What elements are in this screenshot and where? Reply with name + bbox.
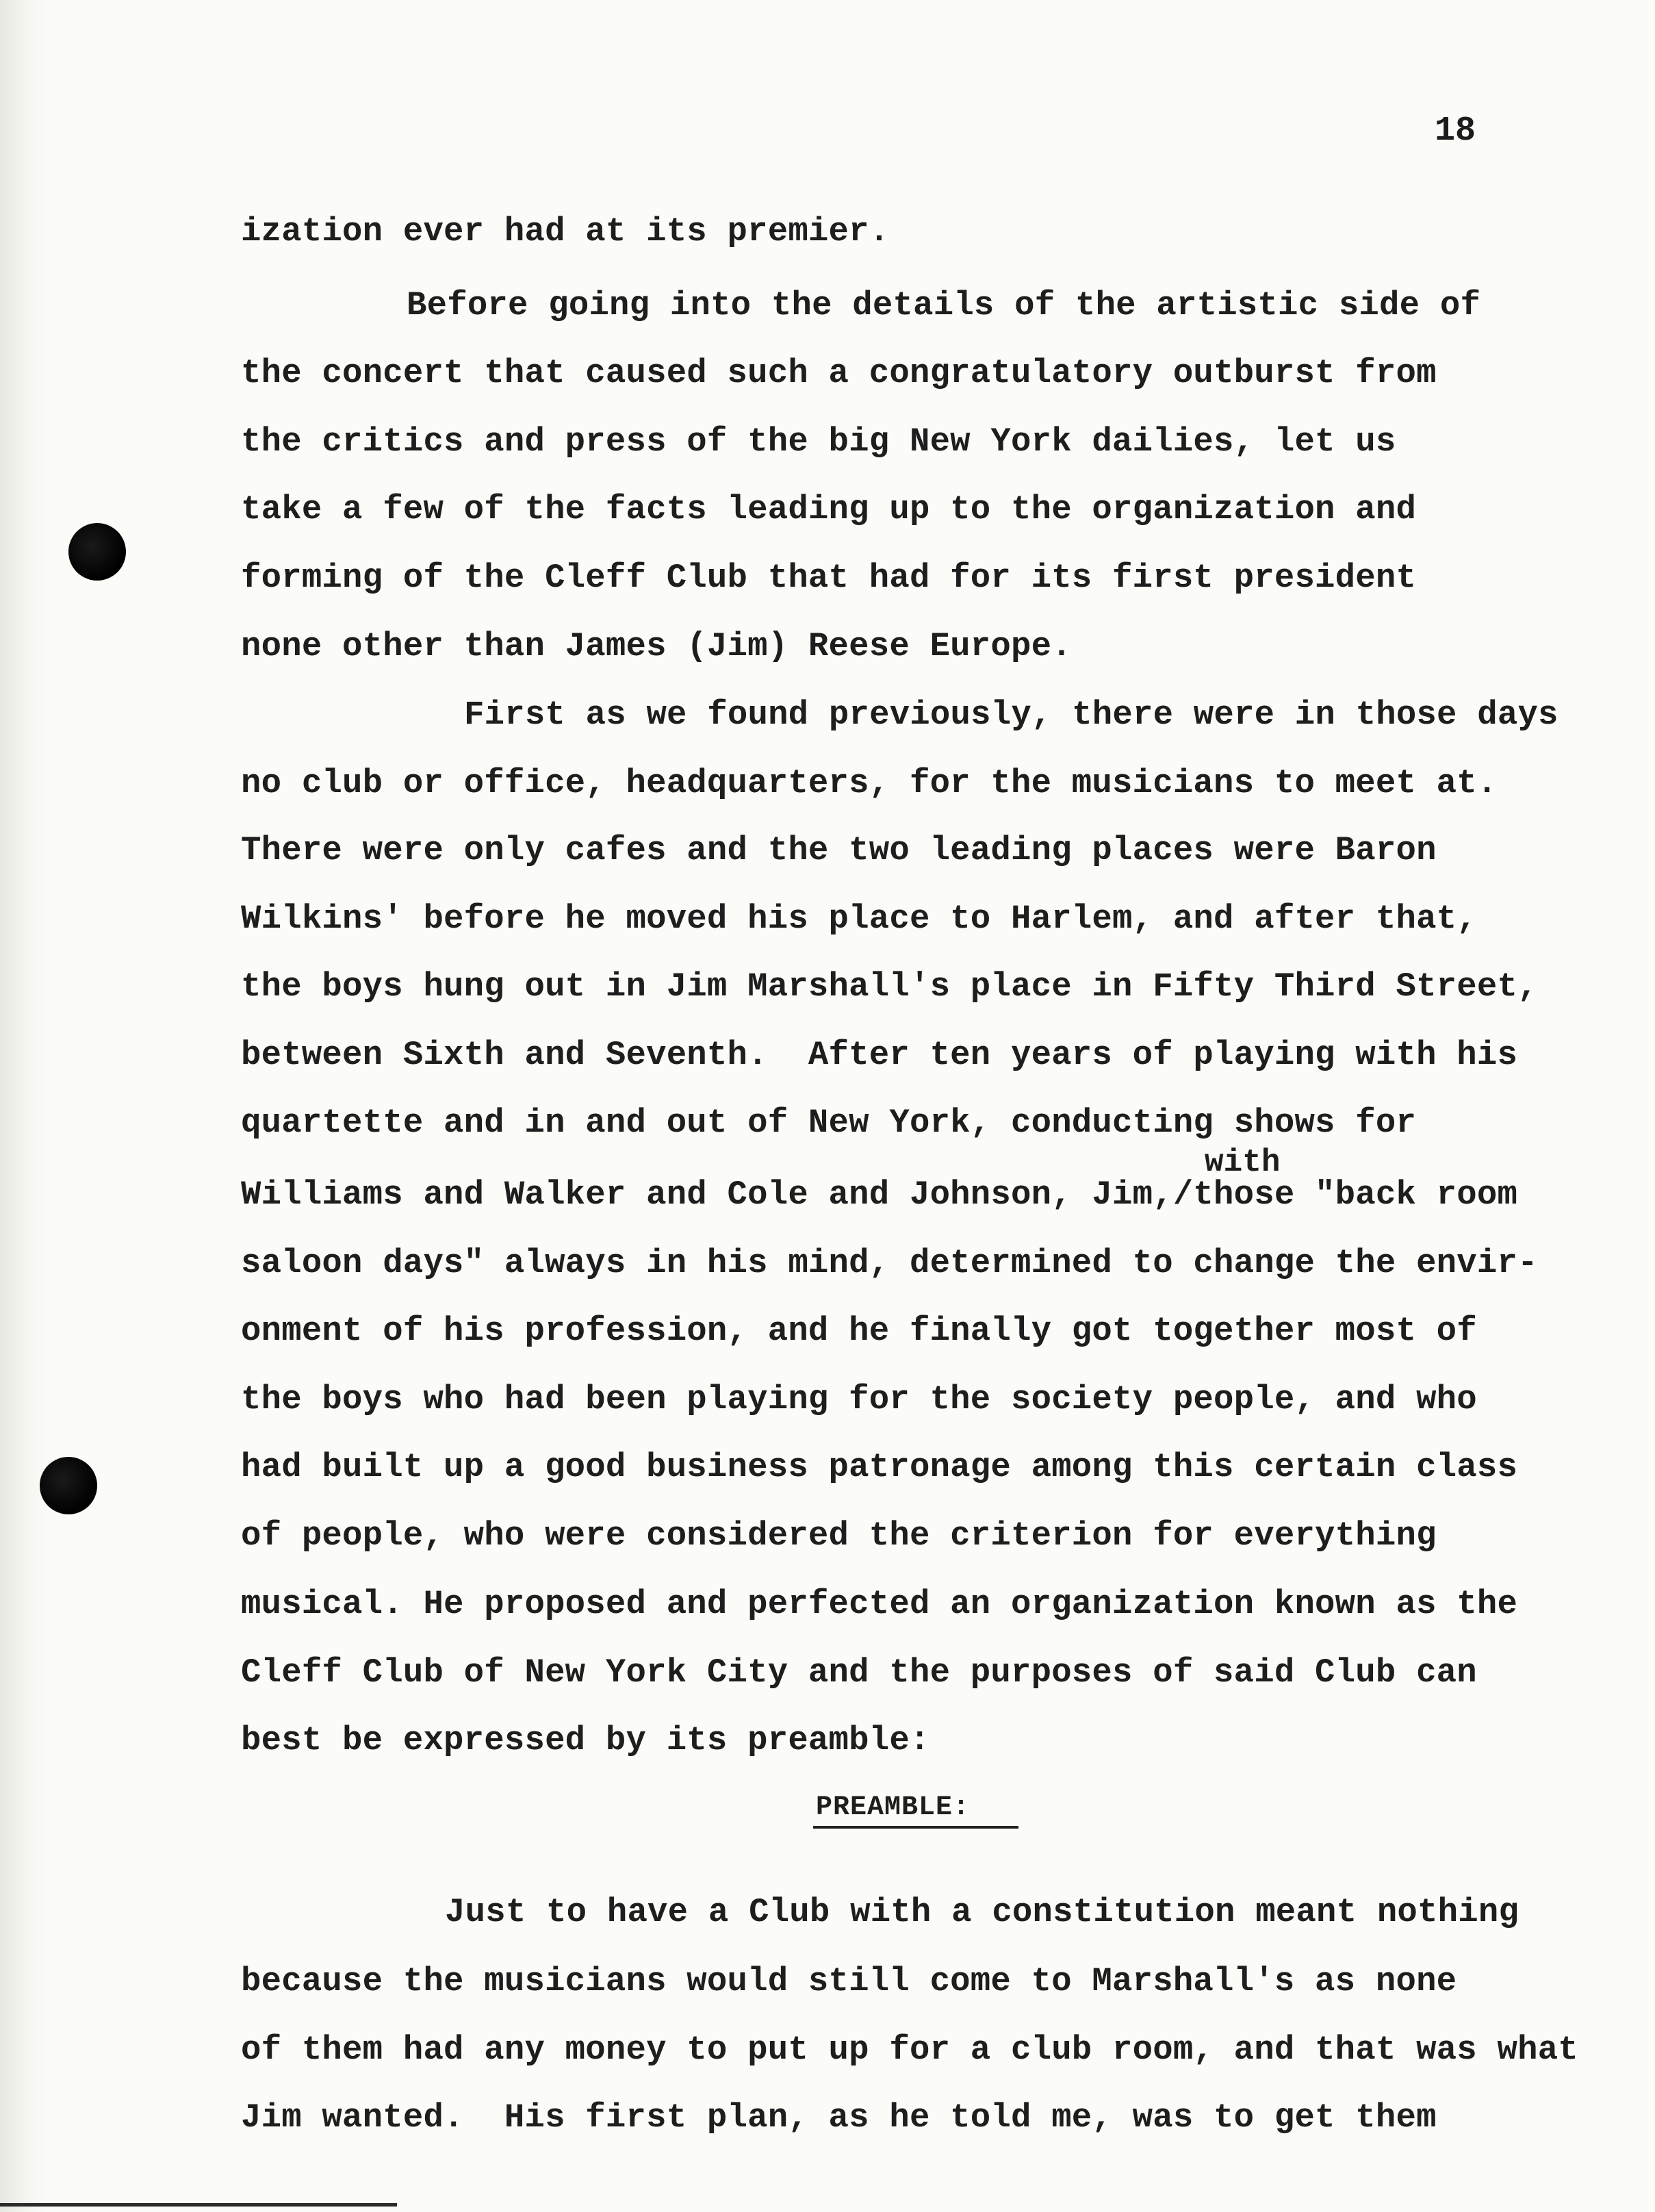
punch-hole-bottom <box>40 1457 97 1514</box>
preamble-line: of them had any money to put up for a club room, and that was what <box>241 2031 1578 2069</box>
body-line: take a few of the facts leading up to the organization and <box>241 490 1417 529</box>
body-line: the concert that caused such a congratulatory outburst from <box>241 354 1437 392</box>
punch-hole-top <box>68 523 126 581</box>
body-line: quartette and in and out of New York, conducting shows for <box>241 1104 1417 1142</box>
body-line: of people, who were considered the criterion for everything <box>241 1516 1437 1555</box>
page-number: 18 <box>1435 112 1476 151</box>
body-line: forming of the Cleff Club that had for its first president <box>241 559 1417 597</box>
body-line: ization ever had at its premier. <box>241 212 890 251</box>
body-line: between Sixth and Seventh. After ten years of playing with his <box>241 1036 1518 1074</box>
preamble-line: because the musicians would still come to Marshall's as none <box>241 1962 1457 2000</box>
body-line: none other than James (Jim) Reese Europe. <box>241 627 1072 665</box>
body-line: Before going into the details of the artistic side of <box>407 286 1481 325</box>
handwritten-insertion: with <box>1205 1145 1281 1180</box>
body-line: There were only cafes and the two leading places were Baron <box>241 831 1437 869</box>
body-line: First as we found previously, there were in those days <box>464 696 1558 734</box>
body-line: Williams and Walker and Cole and Johnson, Jim,/those "back room <box>241 1175 1518 1214</box>
preamble-heading-underline <box>813 1826 1018 1829</box>
body-line: Cleff Club of New York City and the purposes of said Club can <box>241 1653 1477 1692</box>
body-line: had built up a good business patronage among this certain class <box>241 1448 1518 1486</box>
preamble-line: Jim wanted. His first plan, as he told me, was to get them <box>241 2098 1437 2137</box>
body-line: no club or office, headquarters, for the musicians to meet at. <box>241 764 1498 802</box>
scanned-left-margin <box>0 0 48 2212</box>
body-line: Wilkins' before he moved his place to Harlem, and after that, <box>241 900 1477 938</box>
preamble-heading: PREAMBLE: <box>816 1792 971 1823</box>
body-line: the boys who had been playing for the society people, and who <box>241 1380 1477 1419</box>
body-line: musical. He proposed and perfected an organization known as the <box>241 1585 1518 1623</box>
body-line: the boys hung out in Jim Marshall's place in Fifty Third Street, <box>241 967 1538 1006</box>
body-line: onment of his profession, and he finally got together most of <box>241 1312 1477 1350</box>
bottom-edge-rule <box>0 2203 397 2207</box>
preamble-line: Just to have a Club with a constitution meant nothing <box>445 1893 1519 1931</box>
body-line: saloon days" always in his mind, determined to change the envir- <box>241 1244 1538 1282</box>
body-line: the critics and press of the big New York dailies, let us <box>241 422 1396 461</box>
body-line: best be expressed by its preamble: <box>241 1721 930 1759</box>
